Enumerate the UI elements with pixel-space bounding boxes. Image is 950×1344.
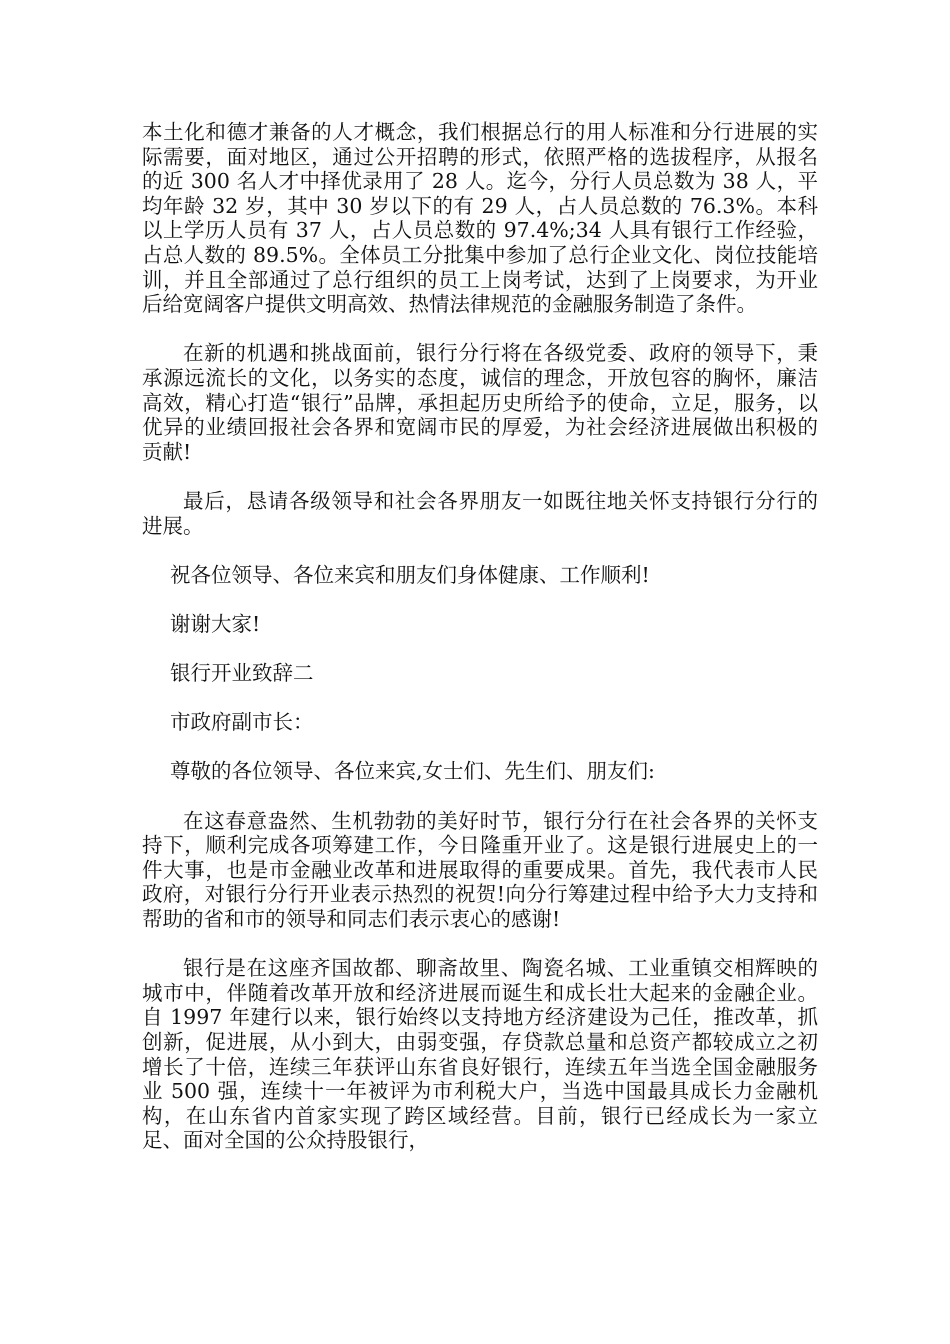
paragraph-congratulations: 在这春意盎然、生机勃勃的美好时节，银行分行在社会各界的关怀支持下，顺利完成各项筹建工作，今日隆重开业了。这是银行进展史上的一件大事，也是市金融业改革和进展取得的重要成果。首先，我代表市人民政府，对银行分行开业表示热烈的祝贺!向分行筹建过程中给予大力支持和帮助的省和市的领导和同志们表示衷心的感谢! [142, 808, 818, 931]
paragraph-request-support: 最后，恳请各级领导和社会各界朋友一如既往地关怀支持银行分行的进展。 [142, 488, 818, 538]
salutation: 尊敬的各位领导、各位来宾,女士们、先生们、朋友们: [170, 759, 655, 784]
paragraph-bank-history: 银行是在这座齐国故都、聊斋故里、陶瓷名城、工业重镇交相辉映的城市中，伴随着改革开放和经济进展而诞生和成长壮大起来的金融企业。自 1997 年建行以来，银行始终以支持地方经济建设为己任，推改革，抓创新，促进展，从小到大，由弱变强，存贷款总量和总资产都较成立之初增长了十倍，连续三年获评山东省良好银行，连续五年当选全国金融服务业 500 强，连续十一年被评为市利税大户，当选中国最具成长力金融机构，在山东省内首家实现了跨区域经营。目前，银行已经成长为一家立足、面对全国的公众持股银行， [142, 956, 818, 1153]
paragraph-talent-recruitment: 本土化和德才兼备的人才概念，我们根据总行的用人标准和分行进展的实际需要，面对地区，通过公开招聘的形式，依照严格的选拔程序，从报名的近 300 名人才中择优录用了 28 人。迄今，分行人员总数为 38 人，平均年龄 32 岁，其中 30 岁以下的有 29 人，占人员总数的 76.3%。本科以上学历人员有 37 人，占人员总数的 97.4%;34 人具有银行工作经验，占总人数的 89.5%。全体员工分批集中参加了总行企业文化、岗位技能培训，并且全部通过了总行组织的员工上岗考试，达到了上岗要求，为开业后给宽阔客户提供文明高效、热情法律规范的金融服务制造了条件。 [142, 120, 818, 317]
paragraph-new-opportunities: 在新的机遇和挑战面前，银行分行将在各级党委、政府的领导下，秉承源远流长的文化，以务实的态度，诚信的理念，开放包容的胸怀，廉洁高效，精心打造“银行”品牌，承担起历史所给予的使命，立足，服务，以优异的业绩回报社会各界和宽阔市民的厚爱，为社会经济进展做出积极的贡献! [142, 341, 818, 464]
speaker-line: 市政府副市长： [170, 710, 314, 735]
paragraph-thanks: 谢谢大家! [170, 611, 261, 636]
section-heading: 银行开业致辞二 [170, 661, 314, 686]
document-page [142, 120, 818, 1178]
paragraph-wishes: 祝各位领导、各位来宾和朋友们身体健康、工作顺利! [170, 562, 650, 587]
